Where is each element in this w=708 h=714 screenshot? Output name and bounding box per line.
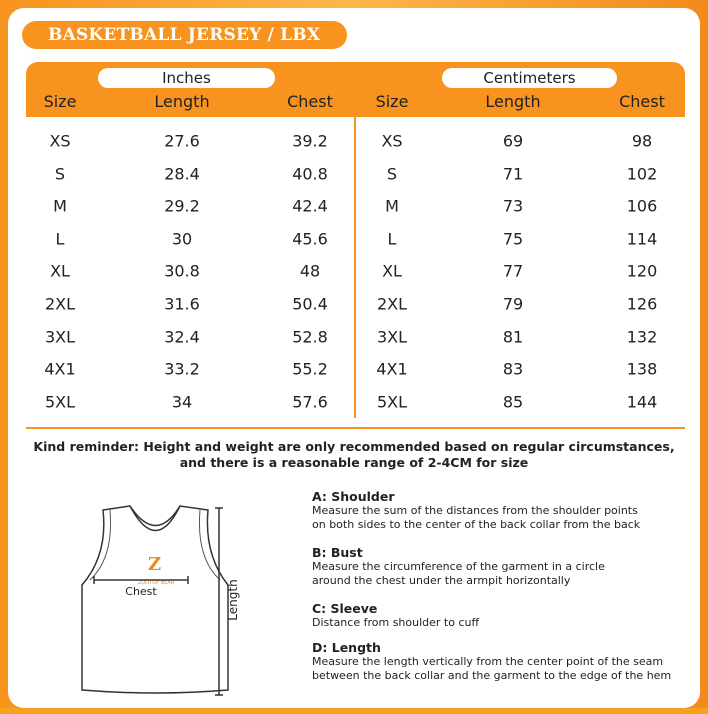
table-cell-cm-length: 81 — [502, 327, 524, 347]
reminder-line-1: Kind reminder: Height and weight are only recommended based on regular circumstances, — [33, 439, 675, 454]
header-size-in: Size — [43, 92, 77, 111]
measure-title: B: Bust — [312, 545, 363, 560]
table-cell-cm-length: 75 — [502, 229, 524, 249]
header-size-cm: Size — [375, 92, 409, 111]
measure-item — [312, 489, 702, 532]
table-cell-size: L — [387, 229, 397, 249]
table-cell-cm-length: 69 — [502, 131, 524, 151]
table-cell-in-length: 30.8 — [164, 261, 200, 281]
table-cell-size: XS — [381, 131, 403, 151]
product-title: BASKETBALL JERSEY / LBX — [22, 21, 347, 49]
measure-description: around the chest under the armpit horizontally — [312, 574, 571, 587]
table-cell-size: 5XL — [376, 392, 408, 412]
table-cell-size: M — [53, 196, 67, 216]
footer-bar — [0, 708, 708, 714]
measure-title: D: Length — [312, 640, 381, 655]
measure-description: Measure the length vertically from the center point of the seam — [312, 655, 664, 668]
table-cell-cm-length: 71 — [502, 164, 524, 184]
table-cell-cm-chest: 120 — [626, 261, 658, 281]
reminder-line-2: and there is a reasonable range of 2-4CM for size — [179, 455, 529, 470]
table-cell-in-chest: 50.4 — [292, 294, 328, 314]
table-cell-in-length: 33.2 — [164, 359, 200, 379]
measure-title: C: Sleeve — [312, 601, 378, 616]
measure-item — [312, 545, 702, 588]
measure-title: A: Shoulder — [312, 489, 395, 504]
measure-description: between the back collar and the garment to the edge of the hem — [312, 669, 672, 682]
table-cell-in-chest: 39.2 — [292, 131, 328, 151]
table-cell-in-chest: 57.6 — [292, 392, 328, 412]
measure-item — [312, 601, 702, 630]
table-cell-in-chest: 45.6 — [292, 229, 328, 249]
table-cell-in-length: 34 — [171, 392, 193, 412]
jersey-diagram — [70, 500, 250, 705]
table-cell-cm-length: 73 — [502, 196, 524, 216]
measure-description: Distance from shoulder to cuff — [312, 616, 480, 629]
header-length-cm: Length — [485, 92, 541, 111]
table-cell-in-length: 30 — [171, 229, 193, 249]
table-cell-in-length: 29.2 — [164, 196, 200, 216]
table-cell-size: 4X1 — [376, 359, 408, 379]
table-cell-in-length: 31.6 — [164, 294, 200, 314]
table-cell-cm-length: 85 — [502, 392, 524, 412]
table-cell-cm-chest: 102 — [626, 164, 658, 184]
table-cell-size: 5XL — [44, 392, 76, 412]
table-cell-in-chest: 52.8 — [292, 327, 328, 347]
unit-inches-label: Inches — [98, 68, 275, 88]
table-cell-size: M — [385, 196, 399, 216]
table-cell-size: 3XL — [376, 327, 408, 347]
table-cell-in-length: 28.4 — [164, 164, 200, 184]
table-cell-cm-chest: 114 — [626, 229, 658, 249]
table-cell-cm-chest: 132 — [626, 327, 658, 347]
header-chest-cm: Chest — [619, 92, 665, 111]
table-cell-cm-chest: 98 — [631, 131, 653, 151]
length-label: Length — [226, 579, 240, 621]
table-cell-size: 4X1 — [44, 359, 76, 379]
measure-description: Measure the circumference of the garment in a circle — [312, 560, 605, 573]
table-cell-cm-chest: 138 — [626, 359, 658, 379]
table-cell-size: XS — [49, 131, 71, 151]
table-cell-cm-length: 83 — [502, 359, 524, 379]
table-cell-in-chest: 42.4 — [292, 196, 328, 216]
table-cell-size: 2XL — [44, 294, 76, 314]
table-bottom-line — [26, 427, 685, 429]
measure-description: Measure the sum of the distances from the shoulder points — [312, 504, 638, 517]
table-cell-in-length: 27.6 — [164, 131, 200, 151]
table-cell-cm-chest: 106 — [626, 196, 658, 216]
table-cell-cm-length: 77 — [502, 261, 524, 281]
logo-icon: Z — [148, 554, 162, 575]
header-chest-in: Chest — [287, 92, 333, 111]
column-divider — [354, 117, 356, 418]
table-cell-in-length: 32.4 — [164, 327, 200, 347]
chest-label: Chest — [125, 585, 157, 598]
table-cell-in-chest: 40.8 — [292, 164, 328, 184]
table-cell-in-chest: 48 — [299, 261, 321, 281]
logo-text: ZOOTOP BEAR — [137, 580, 175, 586]
table-cell-size: 2XL — [376, 294, 408, 314]
table-cell-size: S — [386, 164, 398, 184]
unit-cm-label: Centimeters — [442, 68, 617, 88]
table-cell-size: L — [55, 229, 65, 249]
table-cell-size: XL — [50, 261, 70, 281]
table-cell-size: 3XL — [44, 327, 76, 347]
measure-item — [312, 640, 702, 683]
header-length-in: Length — [154, 92, 210, 111]
table-cell-in-chest: 55.2 — [292, 359, 328, 379]
table-cell-size: S — [54, 164, 66, 184]
table-cell-cm-chest: 144 — [626, 392, 658, 412]
measure-description: on both sides to the center of the back collar from the back — [312, 518, 641, 531]
table-cell-cm-length: 79 — [502, 294, 524, 314]
table-cell-cm-chest: 126 — [626, 294, 658, 314]
table-cell-size: XL — [382, 261, 402, 281]
